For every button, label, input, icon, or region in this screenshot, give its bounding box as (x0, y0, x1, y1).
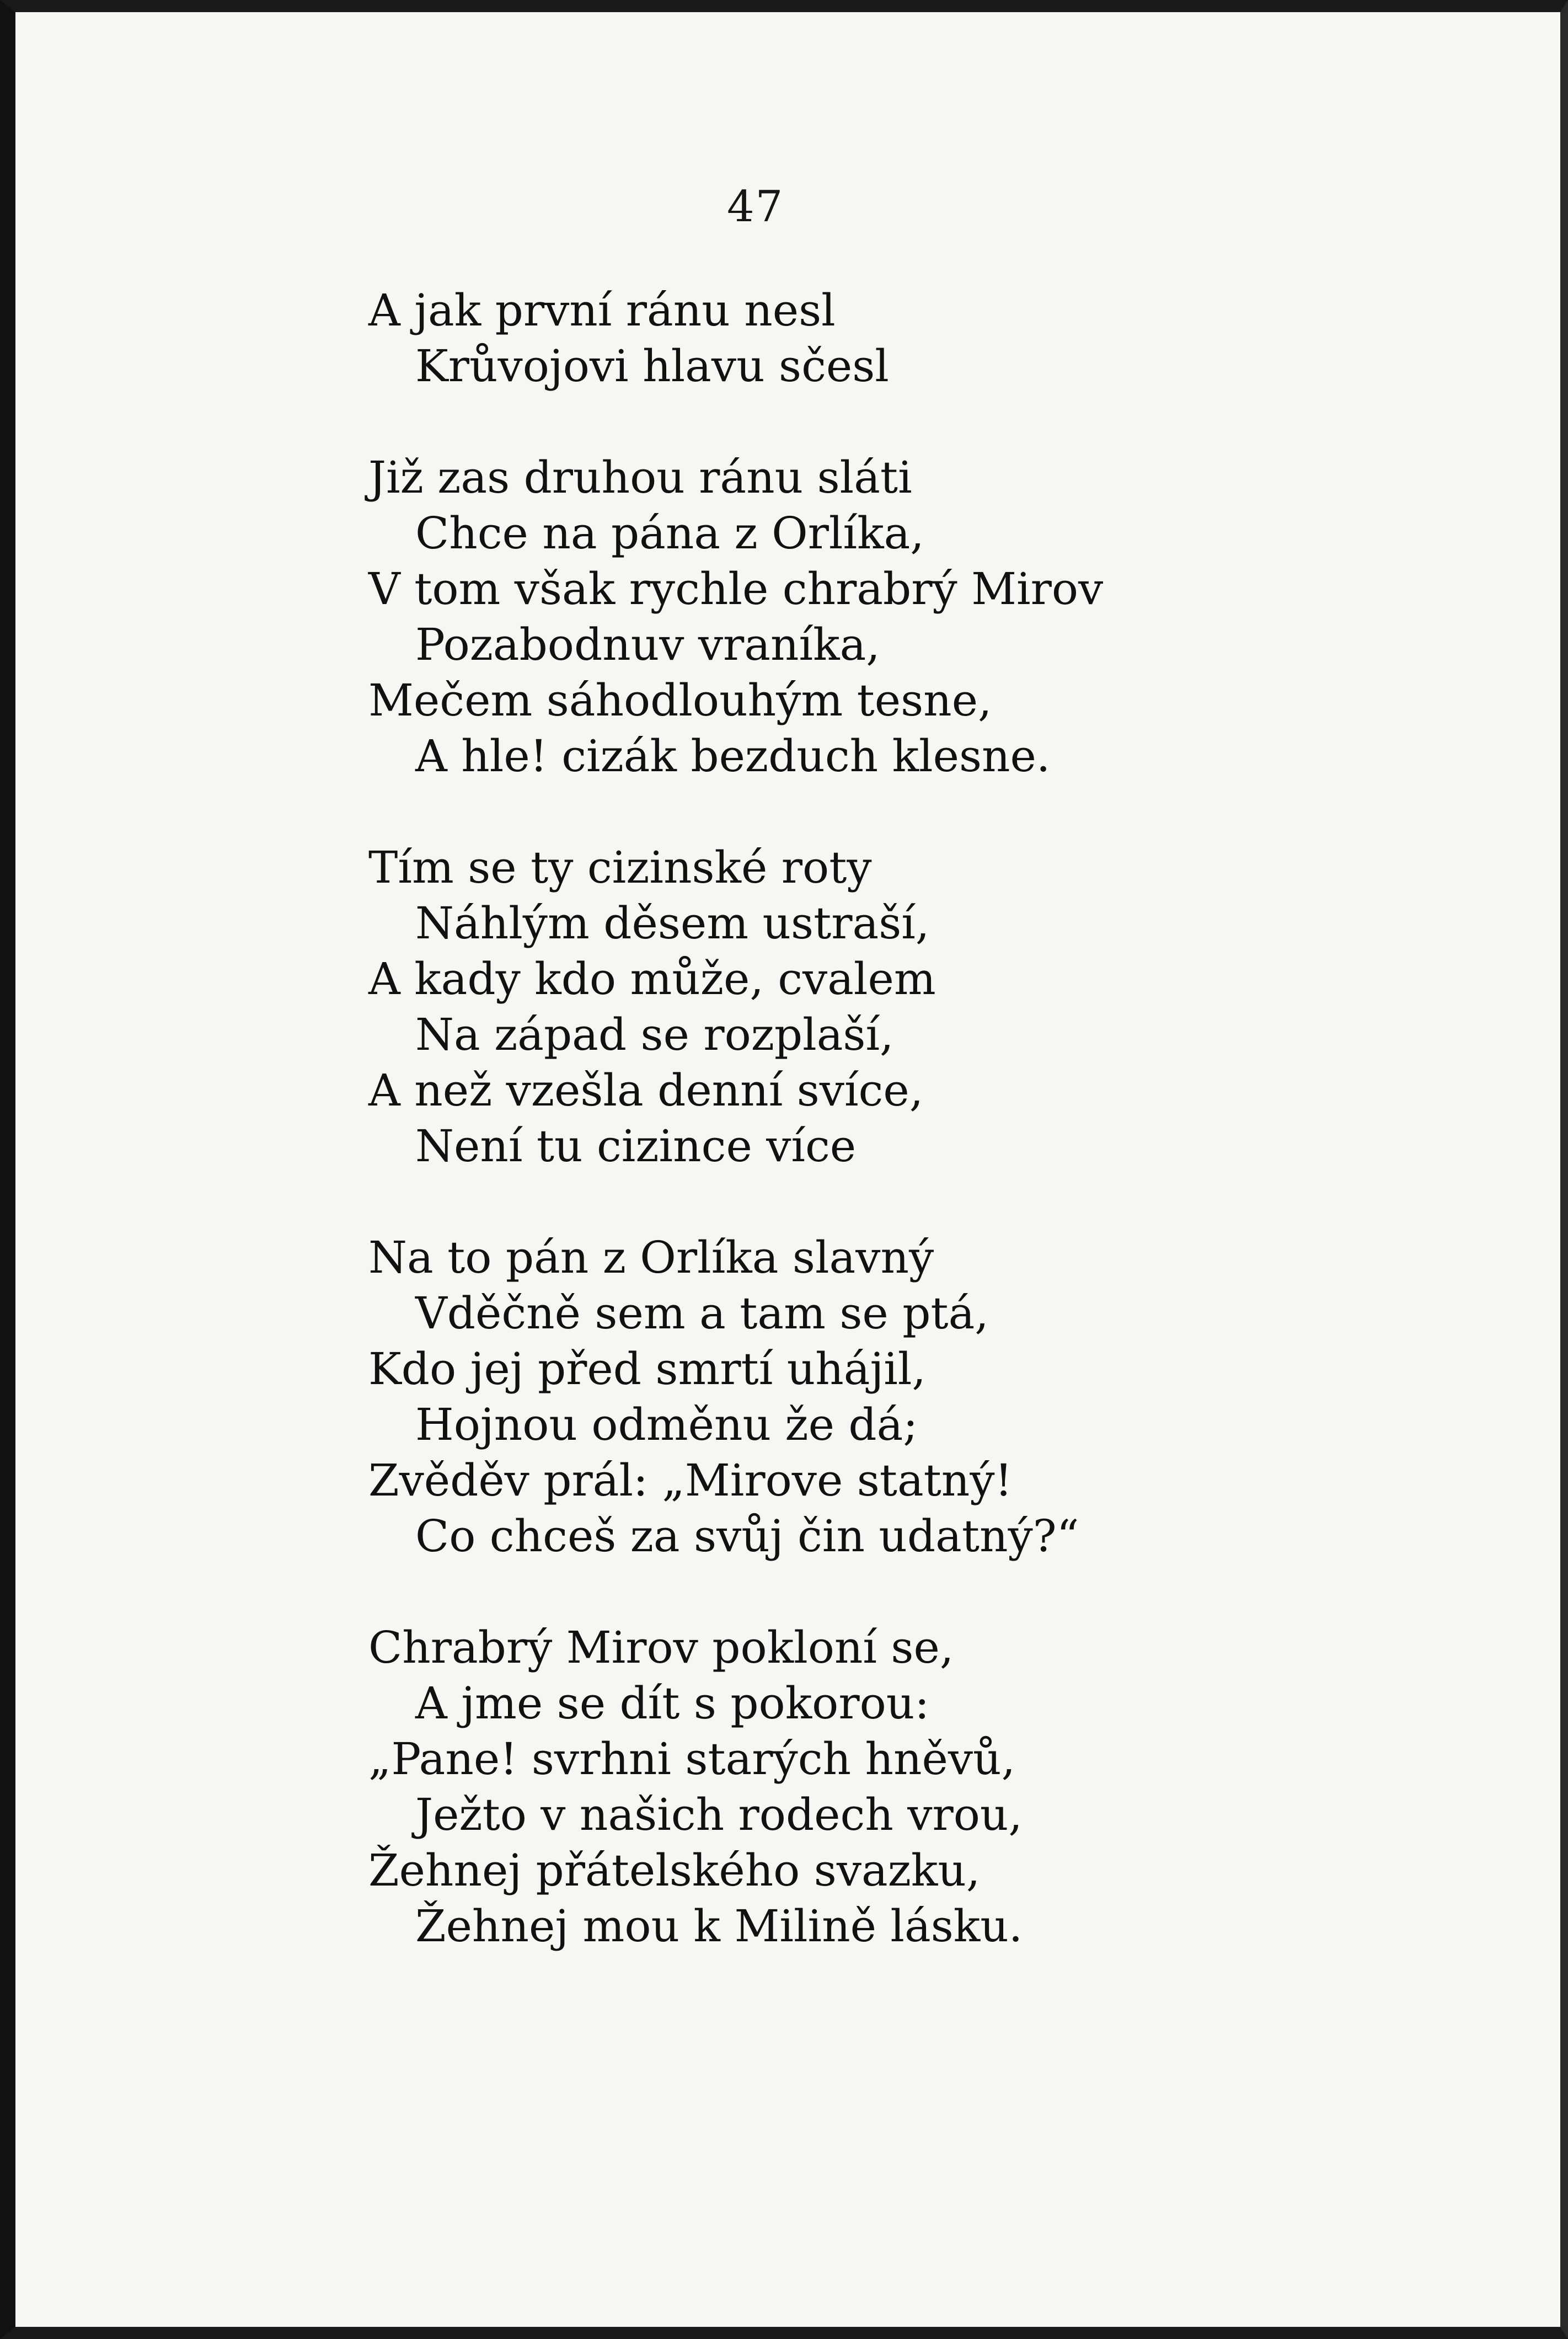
verse-line: Žehnej přátelského svazku, (368, 1845, 981, 1896)
stanza (368, 840, 1196, 1174)
verse-line: Vděčně sem a tam se ptá, (415, 1288, 989, 1339)
verse-line: Pozabodnuv vraníka, (415, 619, 880, 670)
verse-line: A hle! cizák bezduch klesne. (415, 730, 1051, 782)
verse-line: Na západ se rozplaší, (415, 1009, 894, 1060)
poem (368, 282, 1196, 2010)
verse-line: Hojnou odměnu že dá; (415, 1399, 918, 1450)
verse-line: „Pane! svrhni starých hněvů, (368, 1733, 1016, 1785)
verse-line: Chce na pána z Orlíka, (415, 508, 924, 559)
verse-line: Zvěděv prál: „Mirove statný! (368, 1455, 1013, 1506)
verse-line: Co chceš za svůj čin udatný?“ (415, 1510, 1079, 1562)
verse-line: A kady kdo může, cvalem (368, 953, 936, 1005)
verse-line: Ježto v našich rodech vrou, (415, 1789, 1023, 1840)
verse-line: Již zas druhou ránu sláti (368, 452, 912, 503)
verse-line: A než vzešla denní svíce, (368, 1065, 924, 1116)
verse-line: V tom však rychle chrabrý Mirov (368, 563, 1104, 615)
stanza (368, 450, 1196, 784)
verse-line: Krůvojovi hlavu sčesl (415, 340, 889, 392)
verse-line: Náhlým děsem ustraší, (415, 898, 930, 949)
verse-line: Chrabrý Mirov pokloní se, (368, 1622, 954, 1673)
verse-line: Žehnej mou k Milině lásku. (415, 1900, 1023, 1952)
page-number: 47 (727, 182, 784, 232)
verse-line: A jme se dít s pokorou: (415, 1678, 930, 1729)
verse-line: Na to pán z Orlíka slavný (368, 1232, 934, 1283)
verse-line: Není tu cizince více (415, 1120, 857, 1172)
stanza (368, 1620, 1196, 1954)
verse-line: Kdo jej před smrtí uhájil, (368, 1343, 926, 1395)
stanza (368, 282, 1196, 394)
stanza (368, 1230, 1196, 1564)
verse-line: Mečem sáhodlouhým tesne, (368, 675, 992, 726)
verse-line: A jak první ránu nesl (368, 285, 836, 336)
verse-line: Tím se ty cizinské roty (368, 842, 872, 893)
